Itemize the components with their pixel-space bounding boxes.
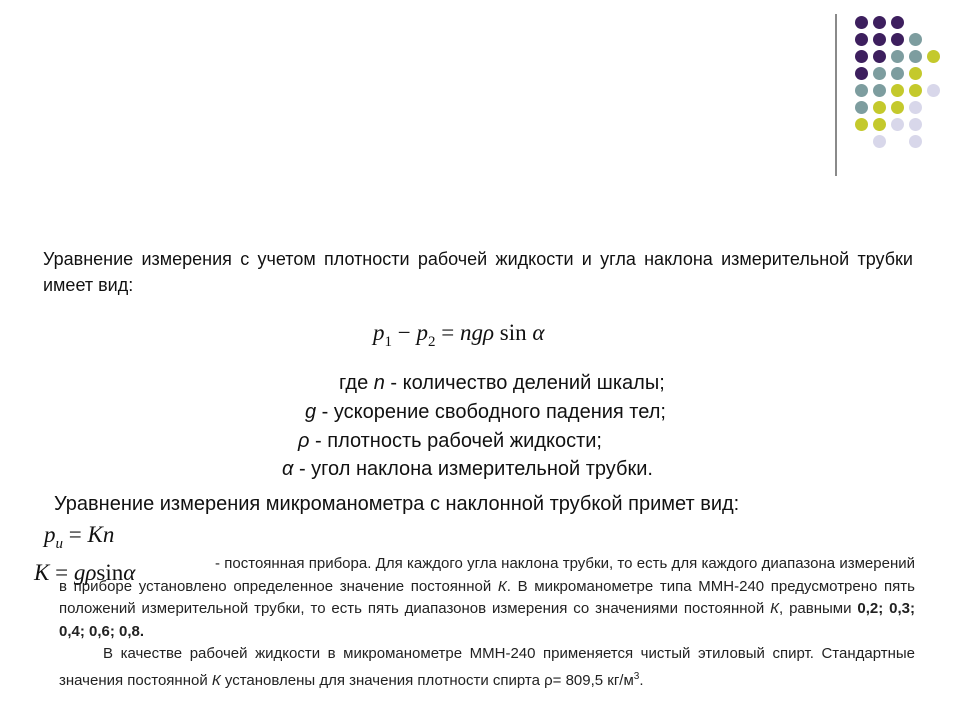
formula-symbol: K [34, 560, 50, 585]
description-text: В качестве рабочей жидкости в микроманометре ММН-240 применяется чистый этиловый спирт. Стандартные значения постоянной [59, 645, 915, 689]
formula-operator: = [49, 560, 74, 585]
formula-rhs: gρ [73, 560, 97, 585]
description-text: , равными [779, 600, 858, 618]
definition-symbol: g [305, 401, 317, 423]
description-paragraph-1 [59, 553, 915, 643]
decor-dot [909, 101, 922, 114]
decor-dot [873, 16, 886, 29]
micromanometer-heading: Уравнение измерения микроманометра с наклонной трубкой примет вид: [54, 493, 740, 515]
formula-symbol: p [416, 320, 428, 345]
decor-dot [873, 135, 886, 148]
formula-subscript: u [55, 536, 63, 552]
description-paragraph-2 [59, 643, 915, 692]
formula-symbol: p [44, 522, 56, 547]
formula-operator: − [392, 320, 417, 345]
formula-symbol: p [373, 320, 385, 345]
decor-dot [891, 118, 904, 131]
formula-subscript: 1 [384, 334, 392, 350]
definition-symbol: ρ [298, 430, 310, 452]
decor-dot [891, 50, 904, 63]
decor-dot [873, 118, 886, 131]
description-text: . В микроманометре типа ММН-240 предусмотрено пять положений измерительной трубки, то есть пять диапазонов измерения со значениями постоянной [59, 577, 915, 618]
decor-dot [873, 33, 886, 46]
decor-dot [927, 84, 940, 97]
definition-n [339, 369, 665, 398]
definition-symbol: α [282, 458, 294, 480]
decor-dot [873, 84, 886, 97]
decor-dot [855, 16, 868, 29]
definition-rho [298, 427, 602, 456]
definition-text: - ускорение свободного падения тел; [316, 401, 666, 423]
decor-dot [909, 84, 922, 97]
decor-dot [855, 50, 868, 63]
unit-exponent: 3 [633, 670, 640, 682]
definition-symbol: n [373, 372, 385, 394]
decor-dot [909, 67, 922, 80]
decorative-dot-grid [853, 14, 953, 154]
decor-dot [855, 84, 868, 97]
description-block [59, 553, 915, 693]
decor-dot [891, 16, 904, 29]
decor-dot [909, 33, 922, 46]
description-text: установлены для значения плотности спирта ρ= 809,5 кг/м [220, 671, 634, 689]
decor-dot [873, 67, 886, 80]
definition-prefix: где [339, 372, 374, 394]
decor-dot [909, 50, 922, 63]
decor-dot [927, 50, 940, 63]
decor-dot [873, 101, 886, 114]
formula-rhs: Kn [87, 522, 115, 547]
decor-dot [891, 33, 904, 46]
formula-rhs: ngρ [459, 320, 495, 345]
constant-symbol: К [497, 577, 507, 595]
formula-function: sin [96, 560, 124, 585]
definition-g [305, 398, 666, 427]
formula-function: sin [494, 320, 533, 345]
decor-dot [873, 50, 886, 63]
decor-dot [891, 84, 904, 97]
decor-dot [891, 67, 904, 80]
intro-text: Уравнение измерения с учетом плотности рабочей жидкости и угла наклона измерительной трубки имеет вид: [43, 249, 913, 295]
formula-symbol: α [123, 560, 136, 585]
formula-operator: = [435, 320, 460, 345]
decor-dot [855, 67, 868, 80]
description-text: . [639, 671, 644, 689]
micromanometer-equation [44, 522, 114, 553]
decorative-divider-line [835, 14, 837, 176]
decor-dot [909, 118, 922, 131]
measurement-equation [373, 320, 544, 351]
constant-values: 0,2; 0,3; 0,4; 0,6; 0,8. [59, 600, 915, 640]
constant-symbol: К [770, 600, 780, 618]
formula-symbol: α [532, 320, 545, 345]
decor-dot [891, 101, 904, 114]
decor-dot [855, 101, 868, 114]
decor-dot [909, 135, 922, 148]
definition-alpha [282, 455, 653, 484]
decor-dot [855, 118, 868, 131]
decor-dot [855, 33, 868, 46]
formula-subscript: 2 [427, 334, 436, 350]
definition-text: - плотность рабочей жидкости; [309, 430, 602, 452]
constant-symbol: К [211, 671, 221, 689]
definition-text: - угол наклона измерительной трубки. [293, 458, 653, 480]
formula-operator: = [63, 522, 88, 547]
description-text: - постоянная прибора. Для каждого угла наклона трубки, то есть для каждого диапазона измерений в приборе установлено определенное значение постоянной [59, 555, 915, 595]
definition-text: - количество делений шкалы; [384, 372, 665, 394]
